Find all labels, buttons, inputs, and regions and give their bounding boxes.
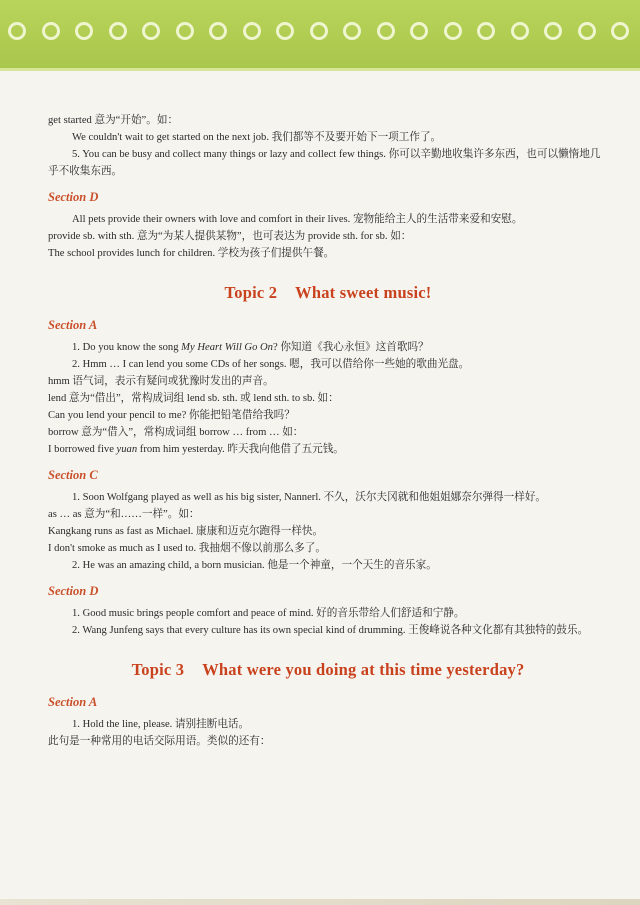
topic-number: Topic 2 bbox=[224, 283, 278, 302]
text-line: hmm 语气词，表示有疑问或犹豫时发出的声音。 bbox=[48, 376, 274, 387]
text-line: All pets provide their owners with love and comfort in their lives. 宠物能给主人的生活带来爱和安慰。 bbox=[72, 214, 523, 225]
text-line: as … as 意为“和……一样”。如： bbox=[48, 509, 200, 520]
text-line: The school provides lunch for children. 学校为孩子们提供午餐。 bbox=[48, 248, 335, 259]
text-line: provide sb. with sth. 意为“为某人提供某物”，也可表达为 provide sth. for sb. 如： bbox=[48, 231, 412, 242]
topic-heading bbox=[48, 284, 608, 301]
ring-icon bbox=[343, 22, 361, 40]
text-line: 此句是一种常用的电话交际用语。类似的还有： bbox=[48, 736, 271, 747]
ring-icon bbox=[444, 22, 462, 40]
text-line: 2. He was an amazing child, a born musician. 他是一个神童，一个天生的音乐家。 bbox=[72, 560, 437, 571]
text-line: Kangkang runs as fast as Michael. 康康和迈克尔跑得一样快。 bbox=[48, 526, 324, 537]
banner-divider bbox=[0, 68, 640, 71]
ring-icon bbox=[578, 22, 596, 40]
ring-icon bbox=[377, 22, 395, 40]
ring-icon bbox=[75, 22, 93, 40]
text-line: 1. Good music brings people comfort and peace of mind. 好的音乐带给人们舒适和宁静。 bbox=[72, 608, 465, 619]
ring-icon bbox=[176, 22, 194, 40]
page-content bbox=[48, 112, 608, 750]
text-fragment: I borrowed five bbox=[48, 444, 117, 455]
text-line: I don't smoke as much as I used to. 我抽烟不像以前那么多了。 bbox=[48, 543, 326, 554]
text-line: lend 意为“借出”，常构成词组 lend sb. sth. 或 lend sth. to sb. 如： bbox=[48, 393, 339, 404]
text-line: get started 意为“开始”。如： bbox=[48, 115, 179, 126]
ring-icon bbox=[243, 22, 261, 40]
ring-icon bbox=[209, 22, 227, 40]
topic-title: What sweet music! bbox=[295, 283, 432, 302]
top-banner bbox=[0, 0, 640, 68]
topic-title: What were you doing at this time yesterday? bbox=[202, 660, 525, 679]
ring-icon bbox=[611, 22, 629, 40]
text-line: 2. Hmm … I can lend you some CDs of her songs. 嗯，我可以借给你一些她的歌曲光盘。 bbox=[72, 359, 470, 370]
text-fragment: ? 你知道《我心永恒》这首歌吗？ bbox=[272, 342, 429, 353]
text-line: Can you lend your pencil to me? 你能把铅笔借给我吗？ bbox=[48, 410, 295, 421]
text-line bbox=[48, 339, 608, 356]
text-line bbox=[48, 441, 608, 458]
text-fragment: 1. Do you know the song bbox=[72, 342, 182, 353]
text-line: borrow 意为“借入”，常构成词组 borrow … from … 如： bbox=[48, 427, 304, 438]
section-heading: Section A bbox=[48, 695, 98, 709]
ring-icon bbox=[511, 22, 529, 40]
italic-word: yuan bbox=[116, 444, 138, 455]
song-title: My Heart Will Go On bbox=[181, 342, 273, 353]
ring-icon bbox=[42, 22, 60, 40]
topic-number: Topic 3 bbox=[131, 660, 185, 679]
ring-icon bbox=[276, 22, 294, 40]
text-line: 1. Hold the line, please. 请别挂断电话。 bbox=[72, 719, 250, 730]
ring-icon bbox=[410, 22, 428, 40]
footer-bar bbox=[0, 899, 640, 905]
ring-icon bbox=[109, 22, 127, 40]
section-heading: Section A bbox=[48, 318, 98, 332]
ring-icon bbox=[8, 22, 26, 40]
section-heading: Section C bbox=[48, 468, 98, 482]
text-fragment: from him yesterday. 昨天我向他借了五元钱。 bbox=[137, 444, 344, 455]
section-heading: Section D bbox=[48, 584, 99, 598]
text-line: 2. Wang Junfeng says that every culture has its own special kind of drumming. 王俊峰说各种文化都有其独特的鼓乐。 bbox=[72, 625, 589, 636]
text-line: 1. Soon Wolfgang played as well as his big sister, Nannerl. 不久，沃尔夫冈就和他姐姐娜奈尔弹得一样好。 bbox=[72, 492, 547, 503]
ring-icon bbox=[310, 22, 328, 40]
ring-icon bbox=[544, 22, 562, 40]
section-heading: Section D bbox=[48, 190, 99, 204]
ring-icon bbox=[477, 22, 495, 40]
text-line: 5. You can be busy and collect many things or lazy and collect few things. 你可以辛勤地收集许多东西，也可以懒惰地几乎不收集东西。 bbox=[48, 149, 601, 177]
text-line: We couldn't wait to get started on the next job. 我们都等不及要开始下一项工作了。 bbox=[72, 132, 442, 143]
topic-heading bbox=[48, 661, 608, 678]
ring-icon bbox=[142, 22, 160, 40]
